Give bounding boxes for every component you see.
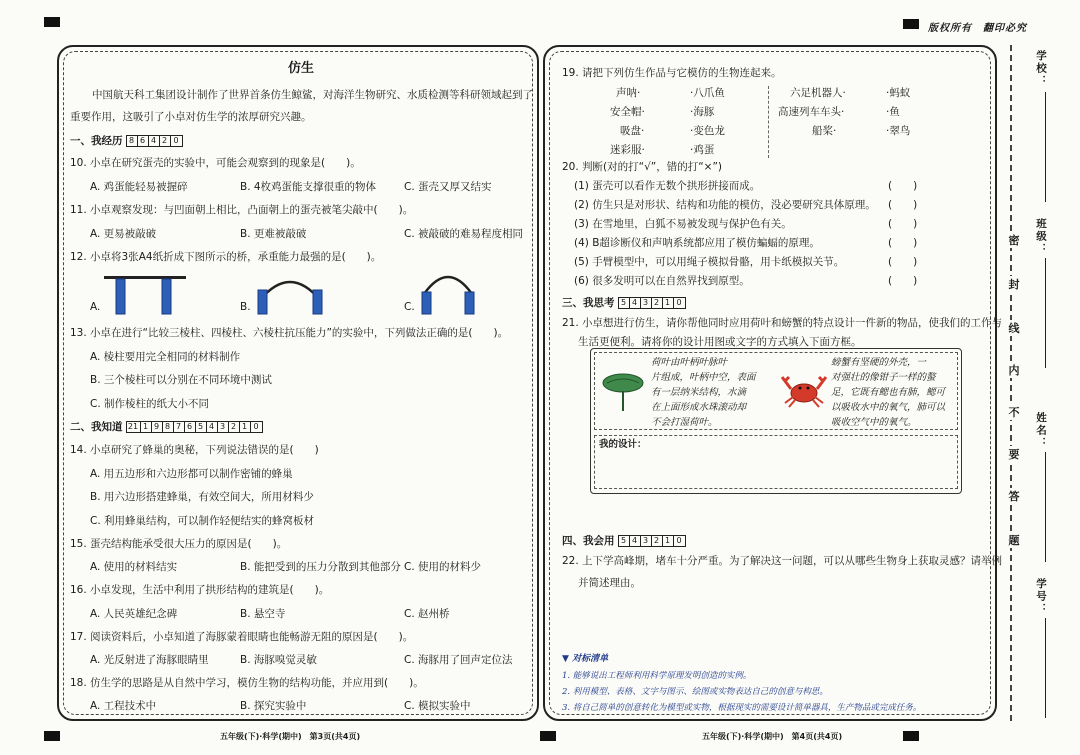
question-14: 14. 小卓研究了蜂巢的奥秘，下列说法错误的是( ) xyxy=(70,444,319,456)
q20-statement-3: (3) 在雪地里，白狐不易被发现与保护色有关。 xyxy=(574,218,792,230)
class-field[interactable] xyxy=(1045,258,1046,368)
corner-mark-tr xyxy=(903,19,919,29)
q18-option-c: C. 模拟实验中 xyxy=(404,700,471,712)
q19-left-item-4: 迷彩服· xyxy=(610,144,645,156)
school-label: 学校： xyxy=(1035,50,1047,88)
q20-answer-3[interactable]: ( ) xyxy=(888,218,918,230)
intro-line-1: 中国航天科工集团设计制作了世界首条仿生鲸鲨，对海洋生物研究、水质检测等科研领域起到了 xyxy=(92,89,533,101)
q19-right2-item-1: ·蚂蚁 xyxy=(886,87,911,99)
q13-option-b: B. 三个棱柱可以分别在不同环境中测试 xyxy=(90,374,272,386)
q19-right2-item-2: ·鱼 xyxy=(886,106,900,118)
q14-option-c: C. 利用蜂巢结构，可以制作轻便结实的蜂窝板材 xyxy=(90,515,315,527)
q19-left2-item-1: 六足机器人· xyxy=(790,87,846,99)
crab-text-2: 对强壮的像钳子一样的螯 xyxy=(831,372,936,383)
q12-option-a: A. xyxy=(90,301,101,313)
checklist-title: ▼ 对标清单 xyxy=(562,654,609,664)
q13-option-c: C. 制作棱柱的纸大小不同 xyxy=(90,398,210,410)
lotus-text-2: 片组成，叶柄中空，表面 xyxy=(651,372,756,383)
lotus-text-5: 不会打湿荷叶。 xyxy=(651,417,718,428)
question-10: 10. 小卓在研究蛋壳的实验中，可能会观察到的现象是( )。 xyxy=(70,157,361,169)
lotus-text-3: 有一层纳米结构，水滴 xyxy=(651,387,747,398)
question-22-line-1: 22. 上下学高峰期，堵车十分严重。为了解决这一问题，可以从哪些生物身上获取灵感？请举例 xyxy=(562,555,1003,567)
q15-option-b: B. 能把受到的压力分散到其他部分 xyxy=(240,561,401,573)
q19-left-item-3: 吸盘· xyxy=(620,125,645,137)
bridge-arch-icon xyxy=(416,268,480,316)
name-label: 姓名： xyxy=(1035,412,1047,450)
corner-mark-tl xyxy=(44,17,60,27)
bridge-flat-icon xyxy=(102,274,188,316)
question-21-line-2: 生活更便利。请将你的设计用图或文字的方式填入下面方框。 xyxy=(578,336,862,348)
crab-text-1: 螃蟹有坚硬的外壳，一 xyxy=(831,357,927,368)
crab-icon xyxy=(781,373,827,409)
section-2-heading xyxy=(70,420,263,434)
class-label: 班级： xyxy=(1035,218,1047,256)
q19-mid-item-2: ·海豚 xyxy=(690,106,715,118)
q20-statement-6: (6) 很多发明可以在自然界找到原型。 xyxy=(574,275,750,287)
question-18: 18. 仿生学的思路是从自然中学习，模仿生物的结构功能，并应用到( )。 xyxy=(70,677,424,689)
crab-text-3: 足，它既有鳃也有肺，鳃可 xyxy=(831,387,946,398)
corner-mark-bm xyxy=(540,731,556,741)
q20-statement-5: (5) 手臂模型中，可以用绳子模拟骨骼，用卡纸模拟关节。 xyxy=(574,256,845,268)
q20-answer-6[interactable]: ( ) xyxy=(888,275,918,287)
design-frame xyxy=(590,348,962,494)
checklist-item-1: 1. 能够说出工程师利用科学原理发明创造的实例。 xyxy=(562,671,752,681)
q16-option-c: C. 赵州桥 xyxy=(404,608,450,620)
score-box: 21 1 9 8 7 6 5 4 3 2 1 0 xyxy=(126,421,263,433)
section-3-heading xyxy=(562,296,686,310)
school-field[interactable] xyxy=(1045,92,1046,202)
checklist-item-2: 2. 利用模型、表格、文字与图示、绘图或实物表达自己的创意与构思。 xyxy=(562,687,828,697)
q10-option-a: A. 鸡蛋能轻易被握碎 xyxy=(90,181,188,193)
footer-page-3: 五年级(下)·科学(期中) 第3页(共4页) xyxy=(220,732,361,741)
score-box: 5 4 3 2 1 0 xyxy=(618,297,686,309)
question-13: 13. 小卓在进行“比较三棱柱、四棱柱、六棱柱抗压能力”的实验中，下列做法正确的是( )。 xyxy=(70,327,509,339)
section-1-label: 一、我经历 xyxy=(70,135,123,147)
q15-option-a: A. 使用的材料结实 xyxy=(90,561,178,573)
section-1-heading xyxy=(70,134,183,148)
q19-divider xyxy=(768,86,769,158)
q11-option-b: B. 更难被敲破 xyxy=(240,228,307,240)
q19-left2-item-2: 高速列车车头· xyxy=(778,106,845,118)
corner-mark-br xyxy=(903,731,919,741)
q19-mid-item-1: ·八爪鱼 xyxy=(690,87,725,99)
lotus-text-4: 在上面形成水珠滚动却 xyxy=(651,402,747,413)
q20-answer-4[interactable]: ( ) xyxy=(888,237,918,249)
q20-statement-4: (4) B超诊断仪和声呐系统都应用了模仿蝙蝠的原理。 xyxy=(574,237,820,249)
question-21-line-1: 21. 小卓想进行仿生，请你帮他同时应用荷叶和螃蟹的特点设计一件新的物品，使我们的工作与 xyxy=(562,317,1003,329)
q19-left-item-1: 声呐· xyxy=(616,87,641,99)
name-field[interactable] xyxy=(1045,452,1046,562)
q12-option-c: C. xyxy=(404,301,415,313)
score-box: 5 4 3 2 1 0 xyxy=(618,535,686,547)
q20-statement-2: (2) 仿生只是对形状、结构和功能的模仿，没必要研究具体原理。 xyxy=(574,199,876,211)
question-19: 19. 请把下列仿生作品与它模仿的生物连起来。 xyxy=(562,67,782,79)
seal-char-3: 线 xyxy=(1006,320,1022,336)
lotus-text-1: 荷叶由叶柄叶脉叶 xyxy=(651,357,728,368)
section-4-heading xyxy=(562,534,686,548)
q18-option-b: B. 探究实验中 xyxy=(240,700,307,712)
seal-char-2: 封 xyxy=(1006,276,1022,292)
q15-option-c: C. 使用的材料少 xyxy=(404,561,482,573)
score-box: 8 6 4 2 0 xyxy=(126,135,183,147)
q12-option-b: B. xyxy=(240,301,251,313)
checklist-item-3: 3. 将自己简单的创意转化为模型或实物，根据现实的需要设计简单器具，生产物品或完成任务。 xyxy=(562,703,922,713)
q19-left-item-2: 安全帽· xyxy=(610,106,645,118)
lotus-leaf-icon xyxy=(601,369,645,413)
section-2-label: 二、我知道 xyxy=(70,421,123,433)
page-4-panel xyxy=(543,45,1003,721)
seal-char-8: 题 xyxy=(1006,532,1022,548)
section-3-label: 三、我思考 xyxy=(562,297,615,309)
q14-option-b: B. 用六边形搭建蜂巢，有效空间大，所用材料少 xyxy=(90,491,314,503)
corner-mark-bl xyxy=(44,731,60,741)
q17-option-b: B. 海豚嗅觉灵敏 xyxy=(240,654,317,666)
q19-left2-item-3: 船桨· xyxy=(812,125,837,137)
q19-right2-item-3: ·翠鸟 xyxy=(886,125,911,137)
q19-mid-item-4: ·鸡蛋 xyxy=(690,144,715,156)
q20-answer-2[interactable]: ( ) xyxy=(888,199,918,211)
question-17: 17. 阅读资料后，小卓知道了海豚蒙着眼睛也能畅游无阻的原因是( )。 xyxy=(70,631,414,643)
question-22-line-2: 并简述理由。 xyxy=(578,577,641,589)
q20-answer-1[interactable]: ( ) xyxy=(888,180,918,192)
q17-option-c: C. 海豚用了回声定位法 xyxy=(404,654,513,666)
section-4-label: 四、我会用 xyxy=(562,535,615,547)
q10-option-b: B. 4枚鸡蛋能支撑很重的物体 xyxy=(240,181,377,193)
q13-option-a: A. 棱柱要用完全相同的材料制作 xyxy=(90,351,241,363)
q16-option-a: A. 人民英雄纪念碑 xyxy=(90,608,178,620)
seal-char-6: 要 xyxy=(1006,446,1022,462)
q10-option-c: C. 蛋壳又厚又结实 xyxy=(404,181,492,193)
q17-option-a: A. 光反射进了海豚眼睛里 xyxy=(90,654,209,666)
my-design-label: 我的设计： xyxy=(599,439,647,450)
number-field[interactable] xyxy=(1045,618,1046,718)
question-20: 20. 判断(对的打“√”，错的打“×”) xyxy=(562,161,722,173)
number-label: 学号： xyxy=(1035,578,1047,616)
crab-text-5: 吸收空气中的氧气。 xyxy=(831,417,917,428)
q20-statement-1: (1) 蛋壳可以看作无数个拱形拼接而成。 xyxy=(574,180,761,192)
seal-char-7: 答 xyxy=(1006,488,1022,504)
seal-char-4: 内 xyxy=(1006,362,1022,378)
question-16: 16. 小卓发现，生活中利用了拱形结构的建筑是( )。 xyxy=(70,584,330,596)
page-title: 仿生 xyxy=(288,61,315,76)
q19-mid-item-3: ·变色龙 xyxy=(690,125,725,137)
q16-option-b: B. 悬空寺 xyxy=(240,608,286,620)
q14-option-a: A. 用五边形和六边形都可以制作密铺的蜂巢 xyxy=(90,468,293,480)
reference-box xyxy=(594,352,958,430)
question-11: 11. 小卓观察发现：与凹面朝上相比，凸面朝上的蛋壳被笔尖敲中( )。 xyxy=(70,204,414,216)
q11-option-a: A. 更易被敲破 xyxy=(90,228,157,240)
seal-char-1: 密 xyxy=(1006,232,1022,248)
checklist-icon: ▼ xyxy=(562,654,569,664)
seal-char-5: 不 xyxy=(1006,404,1022,420)
crab-text-4: 以吸收水中的氧气，肺可以 xyxy=(831,402,946,413)
my-design-box[interactable] xyxy=(594,435,958,489)
q11-option-c: C. 被敲破的难易程度相同 xyxy=(404,228,524,240)
q20-answer-5[interactable]: ( ) xyxy=(888,256,918,268)
bridge-arch-flat-icon xyxy=(250,270,330,316)
seal-line xyxy=(1010,45,1022,721)
footer-page-4: 五年级(下)·科学(期中) 第4页(共4页) xyxy=(702,732,843,741)
question-15: 15. 蛋壳结构能承受很大压力的原因是( )。 xyxy=(70,538,288,550)
page-3-panel xyxy=(57,45,539,721)
q18-option-a: A. 工程技术中 xyxy=(90,700,157,712)
copyright-notice: 版权所有 翻印必究 xyxy=(928,23,1027,34)
question-12: 12. 小卓将3张A4纸折成下图所示的桥，承重能力最强的是( )。 xyxy=(70,251,382,263)
intro-line-2: 重要作用，这吸引了小卓对仿生学的浓厚研究兴趣。 xyxy=(70,111,312,123)
